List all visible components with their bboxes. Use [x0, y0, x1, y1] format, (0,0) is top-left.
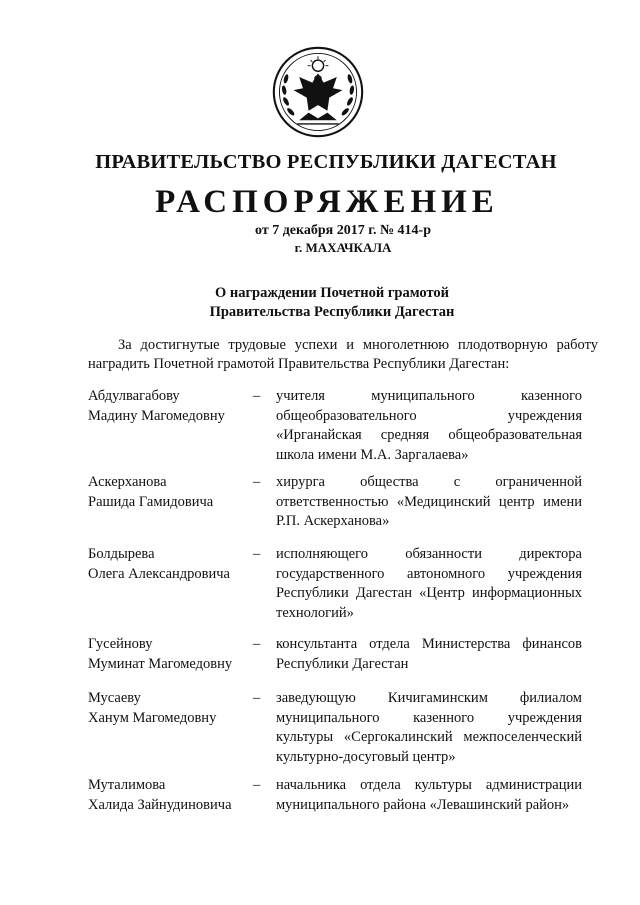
intro-paragraph: За достигнутые трудовые успехи и многолетнюю плодотворную работу наградить Почетной грамотой Правительства Республики Дагестан: [88, 337, 598, 372]
awardee-name [88, 776, 253, 815]
awardee-surname: Болдырева [88, 546, 155, 562]
awardee-entry [88, 635, 598, 689]
document-subject [0, 284, 640, 322]
awardee-surname: Абдулвагабову [88, 388, 180, 404]
awardee-given-names: Мадину Магомедовну [88, 407, 225, 424]
awardee-surname: Гусейнову [88, 636, 153, 652]
government-title: ПРАВИТЕЛЬСТВО РЕСПУБЛИКИ ДАГЕСТАН [95, 151, 557, 173]
awardee-list [88, 387, 598, 815]
awardee-position: начальника отдела культуры администрации муниципального района «Левашинский район» [276, 777, 582, 813]
entry-dash: – [253, 636, 261, 652]
awardee-surname: Муталимова [88, 777, 166, 793]
awardee-surname: Мусаеву [88, 690, 141, 706]
awardee-given-names: Рашида Гамидовича [88, 493, 214, 510]
awardee-entry [88, 689, 598, 776]
awardee-position: консультанта отдела Министерства финансов Республики Дагестан [276, 636, 582, 672]
awardee-surname: Аскерханова [88, 474, 167, 490]
awardee-entry [88, 776, 598, 815]
entry-dash: – [253, 690, 261, 706]
awardee-name [88, 545, 253, 584]
dagestan-coat-of-arms-emblem [271, 45, 365, 139]
awardee-name [88, 689, 253, 728]
awardee-given-names: Ханум Магомедовну [88, 709, 217, 726]
awardee-name [88, 473, 253, 512]
awardee-name [88, 635, 253, 674]
awardee-position: заведующую Кичигаминским филиалом муниципального казенного учреждения культуры «Сергокалинский межпоселенческий культурно-досуговый центр» [276, 690, 582, 765]
subject-line-1: О награждении Почетной грамотой [214, 285, 450, 301]
awardee-given-names: Олега Александровича [88, 565, 230, 582]
entry-dash: – [253, 777, 261, 793]
entry-dash: – [253, 546, 261, 562]
entry-dash: – [253, 388, 261, 404]
awardee-position: хирурга общества с ограниченной ответственностью «Медицинский центр имени Р.П. Аскерханова» [276, 474, 582, 529]
awardee-given-names: Муминат Магомедовну [88, 655, 233, 672]
document-date-number: от 7 декабря 2017 г. № 414-р [255, 223, 431, 238]
document-city: г. МАХАЧКАЛА [294, 240, 392, 255]
awardee-name [88, 387, 253, 426]
awardee-position: исполняющего обязанности директора государственного автономного учреждения Республики Дагестан «Центр информационных технологий» [276, 546, 582, 621]
awardee-position: учителя муниципального казенного общеобразовательного учреждения «Ирганайская средняя общеобразовательная школа имени М.А. Заргалаева» [276, 388, 582, 463]
awardee-given-names: Халида Зайнудиновича [88, 796, 232, 813]
awardee-entry [88, 473, 598, 545]
awardee-entry [88, 387, 598, 473]
awardee-entry [88, 545, 598, 635]
entry-dash: – [253, 474, 261, 490]
subject-line-2: Правительства Республики Дагестан [209, 304, 455, 320]
document-type-title: РАСПОРЯЖЕНИЕ [155, 184, 499, 220]
